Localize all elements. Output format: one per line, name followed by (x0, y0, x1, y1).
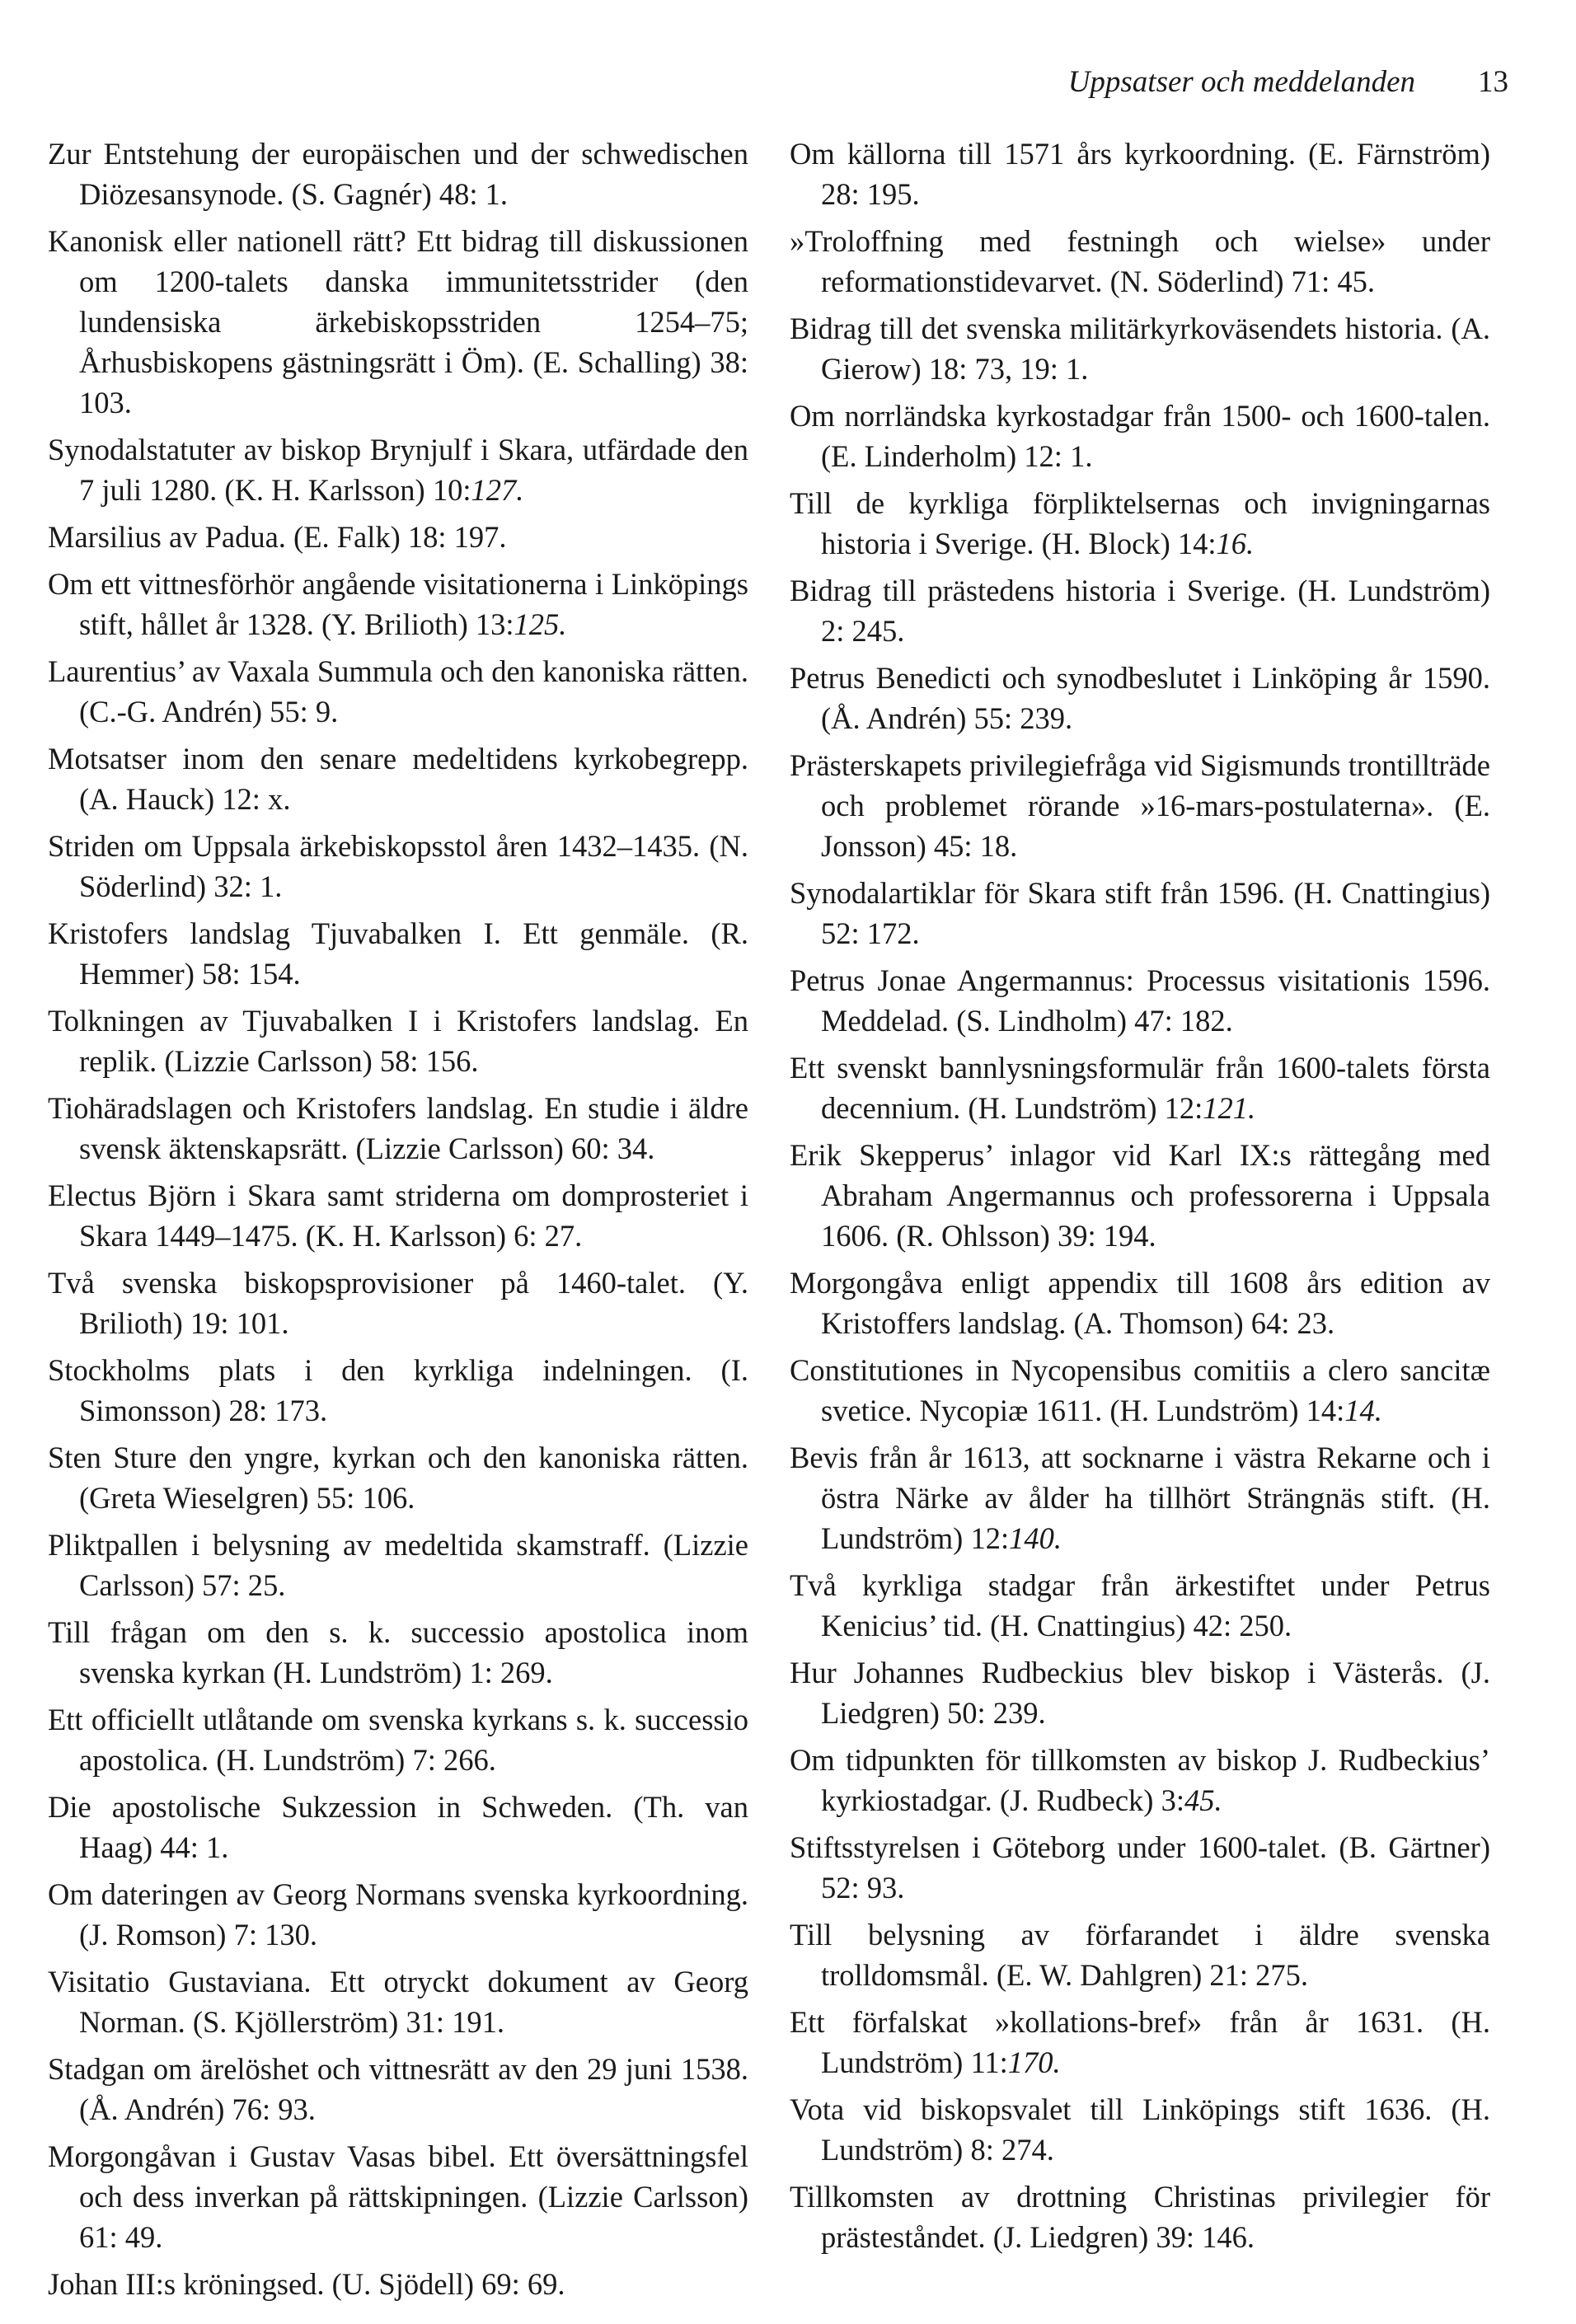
bibliography-entry (48, 738, 748, 819)
entry-text: Synodalstatuter av biskop Brynjulf i Skara, utfärdade den 7 juli 1280. (K. H. Karlsson) 10: (48, 433, 748, 507)
bibliography-entry (48, 1350, 748, 1431)
bibliography-entry (790, 1565, 1490, 1646)
entry-text: Bevis från år 1613, att socknarne i västra Rekarne och i östra Närke av ålder ha tillhört Strängnäs stift. (H. Lundström) 12: (790, 1441, 1490, 1555)
right-column (790, 134, 1490, 2264)
bibliography-entry (48, 134, 748, 214)
entry-text: Sten Sture den yngre, kyrkan och den kanoniska rätten. (Greta Wieselgren) 55: 106. (48, 1441, 748, 1515)
bibliography-entry (790, 745, 1490, 866)
entry-text: Striden om Uppsala ärkebiskopsstol åren 1432–1435. (N. Söderlind) 32: 1. (48, 829, 748, 903)
bibliography-entry (790, 2176, 1490, 2257)
entry-text: Tolkningen av Tjuvabalken I i Kristofers landslag. En replik. (Lizzie Carlsson) 58: 156. (48, 1004, 748, 1078)
entry-text: Om ett vittnesförhör angående visitationerna i Linköpings stift, hållet år 1328. (Y. Brilioth) 13: (48, 567, 748, 641)
entry-text: Om norrländska kyrkostadgar från 1500- och 1600-talen. (E. Linderholm) 12: 1. (790, 399, 1490, 473)
entry-page-ref: 14. (1344, 1394, 1382, 1427)
entry-text: Petrus Jonae Angermannus: Processus visitationis 1596. Meddelad. (S. Lindholm) 47: 182. (790, 963, 1490, 1038)
bibliography-entry (48, 1961, 748, 2042)
bibliography-entry (48, 1175, 748, 1256)
bibliography-entry (48, 1525, 748, 1605)
bibliography-entry (48, 1088, 748, 1169)
entry-text: Electus Björn i Skara samt striderna om domprosteriet i Skara 1449–1475. (K. H. Karlsson) 6: 27. (48, 1178, 748, 1253)
page-header (0, 58, 1508, 107)
entry-text: Motsatser inom den senare medeltidens kyrkobegrepp. (A. Hauck) 12: x. (48, 742, 748, 816)
bibliography-entry (48, 564, 748, 644)
bibliography-entry (48, 1699, 748, 1780)
entry-text: Två kyrkliga stadgar från ärkestiftet under Petrus Kenicius’ tid. (H. Cnattingius) 42: 250. (790, 1568, 1490, 1642)
bibliography-entry (790, 1135, 1490, 1256)
bibliography-entry (790, 308, 1490, 389)
entry-text: Bidrag till prästedens historia i Sverige. (H. Lundström) 2: 245. (790, 574, 1490, 648)
running-title: Uppsatser och meddelanden (1067, 65, 1415, 99)
bibliography-entry (48, 429, 748, 510)
entry-page-ref: 45. (1184, 1783, 1222, 1817)
entry-text: Visitatio Gustaviana. Ett otryckt dokument av Georg Norman. (S. Kjöllerström) 31: 191. (48, 1965, 748, 2039)
left-column (48, 134, 748, 2311)
bibliography-entry (790, 570, 1490, 651)
bibliography-entry (48, 913, 748, 994)
entry-text: Stiftsstyrelsen i Göteborg under 1600-talet. (B. Gärtner) 52: 93. (790, 1830, 1490, 1905)
entry-text: Morgongåvan i Gustav Vasas bibel. Ett översättningsfel och dess inverkan på rättskipningen. (Lizzie Carlsson) 61: 49. (48, 2139, 748, 2254)
bibliography-entry (790, 134, 1490, 214)
entry-text: Till frågan om den s. k. successio apostolica inom svenska kyrkan (H. Lundström) 1: 269. (48, 1615, 748, 1689)
bibliography-entry (790, 2002, 1490, 2083)
entry-text: Die apostolische Sukzession in Schweden. (Th. van Haag) 44: 1. (48, 1790, 748, 1864)
bibliography-entry (48, 1874, 748, 1955)
entry-text: Johan III:s kröningsed. (U. Sjödell) 69: 69. (48, 2267, 565, 2301)
entry-text: Kanonisk eller nationell rätt? Ett bidrag till diskussionen om 1200-talets danska immunitetsstrider (den lundensiska ärkebiskopsstriden 1254–75; Århusbiskopens gästningsrätt i Öm). (E. Schalling) 38: 103. (48, 224, 748, 419)
entry-text: Hur Johannes Rudbeckius blev biskop i Västerås. (J. Liedgren) 50: 239. (790, 1656, 1490, 1730)
bibliography-entry (48, 1000, 748, 1081)
entry-page-ref: 170. (1007, 2045, 1061, 2079)
entry-text: Petrus Benedicti och synodbeslutet i Linköping år 1590. (Å. Andrén) 55: 239. (790, 661, 1490, 735)
entry-text: Till de kyrkliga förpliktelsernas och invigningarnas historia i Sverige. (H. Block) 14: (790, 486, 1490, 560)
bibliography-entry (790, 1437, 1490, 1558)
entry-text: Laurentius’ av Vaxala Summula och den kanoniska rätten. (C.-G. Andrén) 55: 9. (48, 654, 748, 729)
entry-text: Stadgan om ärelöshet och vittnesrätt av den 29 juni 1538. (Å. Andrén) 76: 93. (48, 2052, 748, 2126)
entry-text: Vota vid biskopsvalet till Linköpings stift 1636. (H. Lundström) 8: 274. (790, 2092, 1490, 2167)
bibliography-entry (48, 2136, 748, 2257)
entry-text: Marsilius av Padua. (E. Falk) 18: 197. (48, 520, 507, 554)
entry-text: Tillkomsten av drottning Christinas privilegier för prästeståndet. (J. Liedgren) 39: 146. (790, 2180, 1490, 2254)
entry-text: Om dateringen av Georg Normans svenska kyrkoordning. (J. Romson) 7: 130. (48, 1877, 748, 1952)
entry-text: Om tidpunkten för tillkomsten av biskop J. Rudbeckius’ kyrkiostadgar. (J. Rudbeck) 3: (790, 1743, 1490, 1817)
entry-text: Constitutiones in Nycopensibus comitiis a clero sancitæ svetice. Nycopiæ 1611. (H. Lundström) 14: (790, 1353, 1490, 1427)
bibliography-entry (48, 1263, 748, 1343)
entry-text: Kristofers landslag Tjuvabalken I. Ett genmäle. (R. Hemmer) 58: 154. (48, 916, 748, 991)
entry-text: Ett officiellt utlåtande om svenska kyrkans s. k. successio apostolica. (H. Lundström) 7: 266. (48, 1703, 748, 1777)
bibliography-entry (48, 517, 748, 557)
bibliography-entry (48, 1437, 748, 1518)
entry-page-ref: 121. (1203, 1091, 1256, 1125)
entry-text: Pliktpallen i belysning av medeltida skamstraff. (Lizzie Carlsson) 57: 25. (48, 1528, 748, 1602)
entry-text: Erik Skepperus’ inlagor vid Karl IX:s rättegång med Abraham Angermannus och professorerna i Uppsala 1606. (R. Ohlsson) 39: 194. (790, 1138, 1490, 1253)
bibliography-entry (790, 658, 1490, 738)
entry-page-ref: 127. (471, 473, 524, 507)
entry-text: »Troloffning med festningh och wielse» under reformationstidevarvet. (N. Söderlind) 71: 45. (790, 224, 1490, 298)
bibliography-entry (790, 1740, 1490, 1820)
bibliography-entry (790, 2089, 1490, 2170)
bibliography-entry (790, 1047, 1490, 1128)
bibliography-entry (790, 221, 1490, 302)
bibliography-entry (790, 483, 1490, 564)
bibliography-entry (790, 1263, 1490, 1343)
page-number: 13 (1478, 65, 1508, 99)
bibliography-entry (48, 2049, 748, 2130)
entry-text: Tiohäradslagen och Kristofers landslag. En studie i äldre svensk äktenskapsrätt. (Lizzie Carlsson) 60: 34. (48, 1091, 748, 1165)
bibliography-entry (790, 960, 1490, 1041)
bibliography-entry (48, 221, 748, 423)
bibliography-entry (48, 1787, 748, 1867)
entry-text: Två svenska biskopsprovisioner på 1460-talet. (Y. Brilioth) 19: 101. (48, 1266, 748, 1340)
entry-text: Till belysning av förfarandet i äldre svenska trolldomsmål. (E. W. Dahlgren) 21: 275. (790, 1918, 1490, 1992)
entry-page-ref: 140. (1009, 1521, 1062, 1555)
bibliography-entry (790, 1827, 1490, 1908)
bibliography-entry (790, 1350, 1490, 1431)
entry-text: Synodalartiklar för Skara stift från 1596. (H. Cnattingius) 52: 172. (790, 876, 1490, 950)
bibliography-entry (790, 873, 1490, 953)
entry-text: Morgongåva enligt appendix till 1608 års edition av Kristoffers landslag. (A. Thomson) 64: 23. (790, 1266, 1490, 1340)
entry-text: Ett svenskt bannlysningsformulär från 1600-talets första decennium. (H. Lundström) 12: (790, 1051, 1490, 1125)
entry-text: Bidrag till det svenska militärkyrkoväsendets historia. (A. Gierow) 18: 73, 19: 1. (790, 312, 1490, 386)
entry-text: Ett förfalskat »kollations-bref» från år 1631. (H. Lundström) 11: (790, 2005, 1490, 2079)
bibliography-entry (790, 396, 1490, 476)
entry-page-ref: 125. (514, 607, 567, 641)
bibliography-entry (48, 826, 748, 907)
bibliography-entry (790, 1652, 1490, 1733)
bibliography-entry (790, 1914, 1490, 1995)
entry-text: Om källorna till 1571 års kyrkoordning. (E. Färnström) 28: 195. (790, 137, 1490, 211)
entry-text: Stockholms plats i den kyrkliga indelningen. (I. Simonsson) 28: 173. (48, 1353, 748, 1427)
bibliography-entry (48, 2264, 748, 2304)
entry-page-ref: 16. (1216, 527, 1255, 560)
entry-text: Zur Entstehung der europäischen und der schwedischen Diözesansynode. (S. Gagnér) 48: 1. (48, 137, 748, 211)
entry-text: Prästerskapets privilegiefråga vid Sigismunds trontillträde och problemet rörande »16-mars-postulaterna». (E. Jonsson) 45: 18. (790, 748, 1490, 863)
bibliography-entry (48, 1612, 748, 1693)
bibliography-entry (48, 651, 748, 732)
